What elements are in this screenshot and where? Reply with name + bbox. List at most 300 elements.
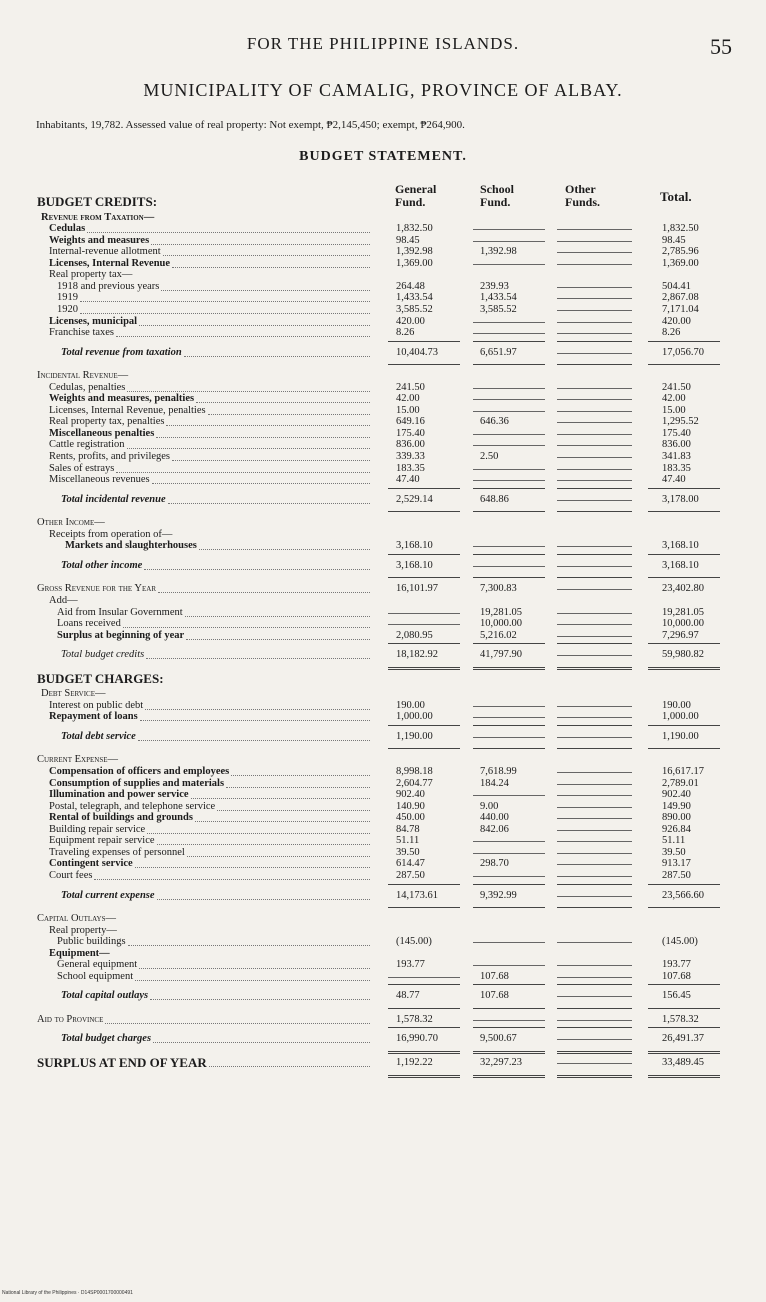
school-value: 32,297.23 (480, 1057, 522, 1068)
empty-cell-line (557, 445, 632, 446)
empty-cell-line (473, 546, 545, 547)
empty-cell-line (557, 717, 632, 718)
single-rule (388, 511, 460, 512)
empty-cell-line (473, 1020, 545, 1021)
school-value: 9,392.99 (480, 889, 517, 901)
school-value: 298.70 (480, 858, 509, 870)
general-value: 1,392.98 (396, 246, 433, 258)
leader-line (135, 867, 370, 868)
general-value: 1,190.00 (396, 730, 433, 742)
table-row (0, 316, 766, 328)
table-row (0, 1014, 766, 1026)
total-value: 420.00 (662, 315, 691, 327)
empty-cell-line (473, 411, 545, 412)
total-value: 193.77 (662, 959, 691, 971)
double-rule (388, 1075, 460, 1078)
row-label: Sales of estrays (49, 462, 115, 474)
row-label: Public buildings (57, 936, 126, 948)
double-rule (648, 667, 720, 670)
leader-line (184, 356, 370, 357)
empty-cell-line (473, 566, 545, 567)
empty-cell-line (388, 613, 460, 614)
total-value: 1,000.00 (662, 711, 699, 723)
table-row (0, 847, 766, 859)
total-value: 98.45 (662, 234, 686, 246)
empty-cell-line (473, 965, 545, 966)
leader-line (147, 833, 370, 834)
leader-line (116, 472, 370, 473)
row-label: Cedulas (49, 223, 86, 235)
empty-cell-line (557, 1063, 632, 1064)
row-label: Other Income— (37, 517, 105, 529)
empty-cell-line (473, 942, 545, 943)
row-label: SURPLUS AT END OF YEAR (37, 1055, 207, 1070)
empty-cell-line (557, 241, 632, 242)
table-row (0, 540, 766, 552)
table-row (0, 670, 766, 686)
general-value: 16,101.97 (396, 583, 438, 595)
empty-cell-line (473, 480, 545, 481)
table-row (0, 630, 766, 642)
table-row (0, 778, 766, 790)
general-value: 175.40 (396, 427, 425, 439)
leader-line (195, 821, 370, 822)
empty-cell-line (557, 229, 632, 230)
table-row (0, 971, 766, 983)
general-value: 3,168.10 (396, 559, 433, 571)
single-rule (557, 341, 632, 342)
general-value: 10,404.73 (396, 346, 438, 358)
row-label: School equipment (57, 970, 134, 982)
leader-line (151, 244, 370, 245)
general-value: 42.00 (396, 393, 420, 405)
single-rule (557, 511, 632, 512)
leader-line (87, 232, 370, 233)
table-row (0, 1057, 766, 1069)
general-value: 8,998.18 (396, 766, 433, 777)
empty-cell-line (557, 853, 632, 854)
empty-cell-line (473, 399, 545, 400)
single-rule (388, 643, 460, 644)
row-label: Total revenue from taxation (61, 346, 182, 358)
school-value: 1,392.98 (480, 246, 517, 258)
budget-statement-title: BUDGET STATEMENT. (299, 149, 467, 164)
general-value: 1,000.00 (396, 711, 433, 723)
leader-line (208, 414, 370, 415)
leader-line (94, 879, 370, 880)
row-label: Equipment repair service (49, 835, 155, 847)
general-value: 3,585.52 (396, 303, 433, 315)
general-value: 241.50 (396, 381, 425, 393)
single-rule (388, 1008, 460, 1009)
leader-line (226, 787, 370, 788)
row-label: 1918 and previous years (57, 280, 160, 292)
row-label: Miscellaneous revenues (49, 474, 150, 486)
empty-cell-line (557, 500, 632, 501)
leader-line (139, 325, 370, 326)
row-label: Real property tax, penalties (49, 416, 165, 428)
general-value: 84.78 (396, 823, 420, 835)
total-value: 183.35 (662, 462, 691, 474)
single-rule (473, 364, 545, 365)
total-value: 241.50 (662, 381, 691, 393)
single-rule (648, 488, 720, 489)
empty-cell-line (557, 434, 632, 435)
table-row (0, 246, 766, 258)
table-row (0, 281, 766, 293)
empty-cell-line (557, 624, 632, 625)
row-label: Licenses, Internal Revenue (49, 257, 171, 269)
column-header-other: Other Funds. (565, 182, 601, 209)
empty-cell-line (557, 784, 632, 785)
table-row (0, 529, 766, 541)
total-value: 42.00 (662, 393, 686, 405)
general-value: 18,182.92 (396, 649, 438, 661)
empty-cell-line (557, 399, 632, 400)
single-rule (388, 554, 460, 555)
row-label: Real property tax— (49, 269, 133, 281)
total-value: 902.40 (662, 789, 691, 801)
leader-line (187, 856, 370, 857)
table-row (0, 913, 766, 925)
row-label: Total capital outlays (61, 990, 149, 1002)
municipality-title: MUNICIPALITY OF CAMALIG, PROVINCE OF ALBAY. (143, 80, 623, 100)
empty-cell-line (557, 841, 632, 842)
row-label: Rental of buildings and grounds (49, 812, 193, 824)
row-label: Consumption of supplies and materials (49, 777, 225, 789)
empty-cell-line (557, 469, 632, 470)
single-rule (648, 748, 720, 749)
empty-cell-line (557, 876, 632, 877)
school-value: 10,000.00 (480, 618, 522, 630)
double-rule (473, 1075, 545, 1078)
table-row (0, 370, 766, 382)
empty-cell-line (557, 322, 632, 323)
empty-cell-line (473, 706, 545, 707)
empty-cell-line (473, 388, 545, 389)
leader-line (153, 1042, 370, 1043)
row-label: Aid from Insular Government (57, 606, 183, 618)
single-rule (557, 984, 632, 985)
empty-cell-line (557, 737, 632, 738)
single-rule (557, 725, 632, 726)
row-label: Weights and measures (49, 234, 150, 246)
single-rule (388, 725, 460, 726)
total-value: 26,491.37 (662, 1033, 704, 1045)
row-label: Real property— (49, 924, 117, 936)
row-label: Total incidental revenue (61, 493, 166, 505)
general-value: (145.00) (396, 936, 432, 948)
empty-cell-line (557, 411, 632, 412)
total-value: 19,281.05 (662, 606, 704, 618)
leader-line (231, 775, 370, 776)
leader-line (199, 549, 370, 550)
empty-cell-line (557, 942, 632, 943)
total-value: 1,578.32 (662, 1013, 699, 1025)
single-rule (648, 1008, 720, 1009)
total-value: 1,832.50 (662, 223, 699, 235)
row-label: Court fees (49, 869, 93, 881)
single-rule (473, 725, 545, 726)
table-row (0, 258, 766, 270)
total-value: 17,056.70 (662, 346, 704, 358)
empty-cell-line (557, 589, 632, 590)
leader-line (158, 592, 370, 593)
table-row (0, 754, 766, 766)
total-value: 2,785.96 (662, 246, 699, 258)
total-value: (145.00) (662, 936, 698, 948)
single-rule (473, 643, 545, 644)
row-label: Interest on public debt (49, 699, 144, 711)
single-rule (648, 511, 720, 512)
row-label: Incidental Revenue— (37, 370, 129, 382)
general-value: 3,168.10 (396, 540, 433, 552)
empty-cell-line (557, 613, 632, 614)
empty-cell-line (473, 434, 545, 435)
empty-cell-line (473, 445, 545, 446)
single-rule (473, 511, 545, 512)
table-row (0, 649, 766, 661)
total-value: 10,000.00 (662, 618, 704, 630)
table-row (0, 439, 766, 451)
single-rule (473, 488, 545, 489)
single-rule (648, 984, 720, 985)
single-rule (388, 364, 460, 365)
row-label: Repayment of loans (49, 711, 138, 723)
double-rule (648, 1051, 720, 1054)
total-value: 7,171.04 (662, 303, 699, 315)
table-row (0, 595, 766, 607)
single-rule (473, 554, 545, 555)
school-value: 648.86 (480, 493, 509, 505)
single-rule (557, 364, 632, 365)
row-label: Weights and measures, penalties (49, 393, 195, 405)
row-label: Total other income (61, 559, 143, 571)
school-value: 2.50 (480, 451, 499, 462)
row-label: Surplus at beginning of year (57, 629, 185, 641)
total-value: 836.00 (662, 439, 691, 451)
leader-line (186, 639, 370, 640)
single-rule (648, 1027, 720, 1028)
row-label: General equipment (57, 959, 138, 971)
general-value: 2,604.77 (396, 777, 433, 789)
empty-cell-line (557, 977, 632, 978)
total-value: 926.84 (662, 823, 691, 835)
empty-cell-line (557, 264, 632, 265)
school-value: 842.06 (480, 823, 509, 835)
empty-cell-line (557, 422, 632, 423)
empty-cell-line (557, 252, 632, 253)
table-row (0, 1033, 766, 1045)
empty-cell-line (557, 1039, 632, 1040)
table-row (0, 416, 766, 428)
total-value: 287.50 (662, 869, 691, 881)
single-rule (388, 1027, 460, 1028)
empty-cell-line (473, 322, 545, 323)
school-value: 239.93 (480, 280, 509, 292)
row-label: 1920 (57, 303, 78, 315)
leader-line (144, 569, 370, 570)
school-value: 646.36 (480, 416, 509, 428)
school-value: 9,500.67 (480, 1033, 517, 1045)
general-value: 1,832.50 (396, 223, 433, 235)
table-row (0, 731, 766, 743)
empty-cell-line (557, 310, 632, 311)
single-rule (473, 907, 545, 908)
leader-line (116, 336, 370, 337)
empty-cell-line (388, 977, 460, 978)
table-row (0, 235, 766, 247)
general-value: 2,529.14 (396, 493, 433, 505)
row-label: Internal-revenue allotment (49, 246, 161, 258)
row-label: Equipment— (49, 947, 110, 959)
table-row (0, 618, 766, 630)
total-value: 8.26 (662, 327, 681, 339)
empty-cell-line (557, 457, 632, 458)
empty-cell-line (473, 229, 545, 230)
single-rule (388, 884, 460, 885)
total-value: 913.17 (662, 858, 691, 870)
row-label: Markets and slaughterhouses (65, 540, 197, 552)
row-label: BUDGET CREDITS: (37, 194, 158, 209)
school-value: 41,797.90 (480, 649, 522, 661)
empty-cell-line (557, 1020, 632, 1021)
table-row (0, 948, 766, 960)
total-value: 890.00 (662, 812, 691, 824)
row-label: Rents, profits, and privileges (49, 451, 171, 462)
row-label: Total debt service (61, 730, 136, 742)
row-label: Cedulas, penalties (49, 381, 126, 393)
double-rule (648, 1075, 720, 1078)
table-row (0, 517, 766, 529)
single-rule (557, 907, 632, 908)
table-row (0, 463, 766, 475)
total-value: 59,980.82 (662, 649, 704, 661)
school-value: 1,433.54 (480, 292, 517, 304)
school-value: 19,281.05 (480, 606, 522, 618)
empty-cell-line (557, 864, 632, 865)
school-value: 9.00 (480, 800, 499, 812)
empty-cell-line (557, 807, 632, 808)
total-value: 341.83 (662, 451, 691, 462)
single-rule (388, 984, 460, 985)
row-label: Licenses, Internal Revenue, penalties (49, 404, 206, 416)
single-rule (473, 1027, 545, 1028)
general-value: 2,080.95 (396, 629, 433, 641)
school-value: 7,300.83 (480, 583, 517, 595)
double-rule (557, 667, 632, 670)
single-rule (648, 554, 720, 555)
empty-cell-line (557, 996, 632, 997)
empty-cell-line (557, 333, 632, 334)
leader-line (163, 255, 370, 256)
general-value: 450.00 (396, 812, 425, 824)
row-label: Gross Revenue for the Year (37, 583, 157, 595)
leader-line (123, 627, 370, 628)
single-rule (648, 643, 720, 644)
total-value: 3,168.10 (662, 559, 699, 571)
row-label: Cattle registration (49, 439, 125, 451)
general-value: 47.40 (396, 474, 420, 486)
school-value: 7,618.99 (480, 766, 517, 777)
leader-line (150, 999, 370, 1000)
single-rule (388, 341, 460, 342)
total-value: 1,295.52 (662, 416, 699, 428)
single-rule (648, 577, 720, 578)
table-row (0, 870, 766, 882)
general-value: 8.26 (396, 327, 415, 339)
leader-line (157, 844, 370, 845)
row-label: Postal, telegraph, and telephone service (49, 800, 216, 812)
general-value: 140.90 (396, 800, 425, 812)
table-row (0, 393, 766, 405)
leader-line (127, 391, 370, 392)
school-value: 440.00 (480, 812, 509, 824)
table-row (0, 789, 766, 801)
double-rule (557, 1075, 632, 1078)
leader-line (172, 267, 370, 268)
general-value: 902.40 (396, 789, 425, 801)
double-rule (473, 1051, 545, 1054)
general-value: 183.35 (396, 462, 425, 474)
leader-line (145, 709, 370, 710)
row-label: BUDGET CHARGES: (37, 670, 164, 686)
general-value: 287.50 (396, 869, 425, 881)
leader-line (140, 720, 370, 721)
empty-cell-line (473, 241, 545, 242)
leader-line (166, 425, 370, 426)
table-row (0, 382, 766, 394)
single-rule (557, 554, 632, 555)
single-rule (473, 984, 545, 985)
double-rule (557, 1051, 632, 1054)
table-row (0, 196, 766, 208)
page-number: 55 (710, 34, 732, 59)
single-rule (557, 748, 632, 749)
total-value: 23,566.60 (662, 889, 704, 901)
leader-line (146, 658, 370, 659)
row-label: Debt Service— (41, 688, 106, 700)
general-value: 1,578.32 (396, 1013, 433, 1025)
empty-cell-line (473, 737, 545, 738)
total-value: 149.90 (662, 800, 691, 812)
row-label: Loans received (57, 618, 121, 630)
empty-cell-line (473, 795, 545, 796)
empty-cell-line (557, 298, 632, 299)
table-row (0, 858, 766, 870)
table-row (0, 607, 766, 619)
row-label: Current Expense— (37, 754, 118, 766)
row-label: Total current expense (61, 889, 155, 901)
double-rule (388, 1051, 460, 1054)
single-rule (473, 577, 545, 578)
general-value: 1,192.22 (396, 1057, 433, 1068)
total-value: 1,190.00 (662, 730, 699, 742)
table-row (0, 292, 766, 304)
row-label: Traveling expenses of personnel (49, 846, 185, 858)
single-rule (388, 907, 460, 908)
single-rule (648, 725, 720, 726)
table-row (0, 812, 766, 824)
general-value: 836.00 (396, 439, 425, 451)
single-rule (388, 748, 460, 749)
empty-cell-line (557, 546, 632, 547)
empty-cell-line (473, 876, 545, 877)
general-value: 190.00 (396, 699, 425, 711)
single-rule (648, 364, 720, 365)
leader-line (185, 616, 370, 617)
school-value: 6,651.97 (480, 346, 517, 358)
